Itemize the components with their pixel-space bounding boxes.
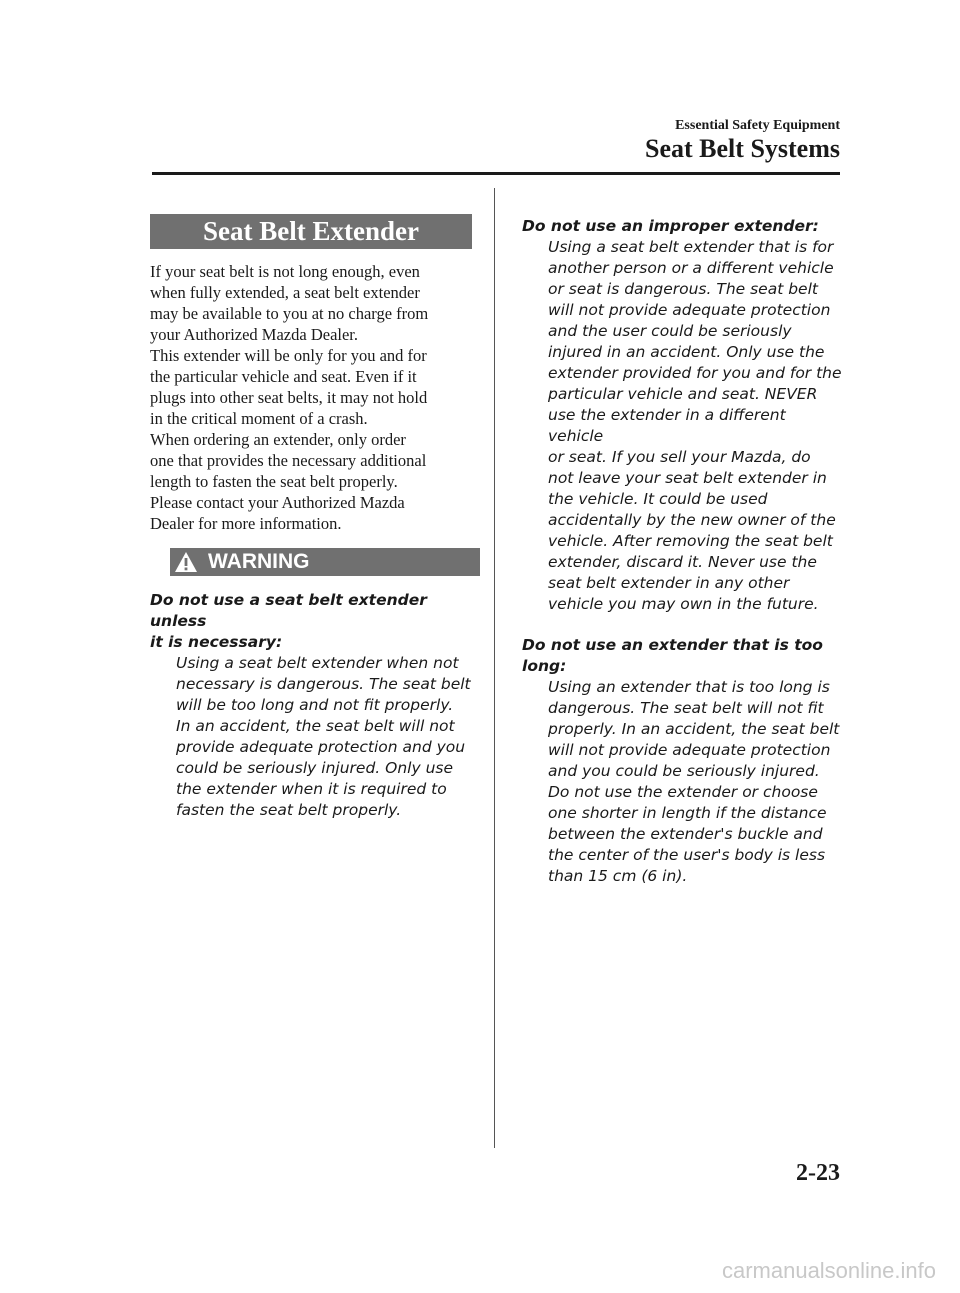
warning-item-text: Using a seat belt extender that is for another person or a different vehicle or seat is dangerous. The seat belt will not provide adequate protection and the user could be seriously injured in an accident. Only use the extender provided for you and for the particular vehicle and seat. NEVER use the extender in a different vehicle or seat. If you sell your Mazda, do not leave your seat belt extender in the vehicle. It could be used accidentally by the new owner of the vehicle. After removing the seat belt extender, discard it. Never use the seat belt extender in any other vehicle you may own in the future. [548, 238, 842, 613]
header-divider [152, 172, 840, 175]
watermark: carmanualsonline.info [721, 1258, 936, 1283]
column-divider [494, 188, 495, 1148]
warning-label: WARNING [208, 550, 310, 573]
warning-item-text: Using a seat belt extender when not necessary is dangerous. The seat belt will be too long and not fit properly. In an accident, the seat belt will not provide adequate protection and you could be seriously injured. Only use the extender when it is required to fasten the seat belt properly. [176, 654, 471, 819]
intro-paragraph: If your seat belt is not long enough, even when fully extended, a seat belt extender may be available to you at no charge from your Authorized Mazda Dealer. [150, 262, 429, 344]
header-section-label: Essential Safety Equipment [675, 118, 840, 133]
warning-item-title: Do not use a seat belt extender unless it is necessary: [150, 591, 427, 651]
warning-item [150, 590, 472, 821]
warning-item [522, 635, 844, 887]
warning-badge [170, 548, 480, 576]
warning-item-title: Do not use an improper extender: [522, 217, 819, 235]
intro-paragraph: When ordering an extender, only order one that provides the necessary additional length to fasten the seat belt properly. [150, 430, 427, 491]
intro-paragraph: This extender will be only for you and for the particular vehicle and seat. Even if it plugs into other seat belts, it may not hold in the critical moment of a crash. [150, 346, 428, 428]
intro-paragraphs [150, 261, 472, 534]
warning-item-text: Using an extender that is too long is dangerous. The seat belt will not fit properly. In an accident, the seat belt will not provide adequate protection and you could be seriously injured. Do not use the extender or choose one shorter in length if the distance between the extender's buckle and the center of the user's body is less than 15 cm (6 in). [548, 678, 840, 885]
intro-paragraph: Please contact your Authorized Mazda Dealer for more information. [150, 493, 405, 533]
page-number: 2-23 [796, 1160, 840, 1186]
left-column [150, 214, 472, 821]
right-column [522, 216, 844, 887]
section-title: Seat Belt Extender [150, 214, 472, 249]
warning-triangle-icon [174, 551, 198, 573]
page-title: Seat Belt Systems [645, 134, 840, 163]
warning-item-title: Do not use an extender that is too long: [522, 636, 823, 675]
warning-item [522, 216, 844, 615]
